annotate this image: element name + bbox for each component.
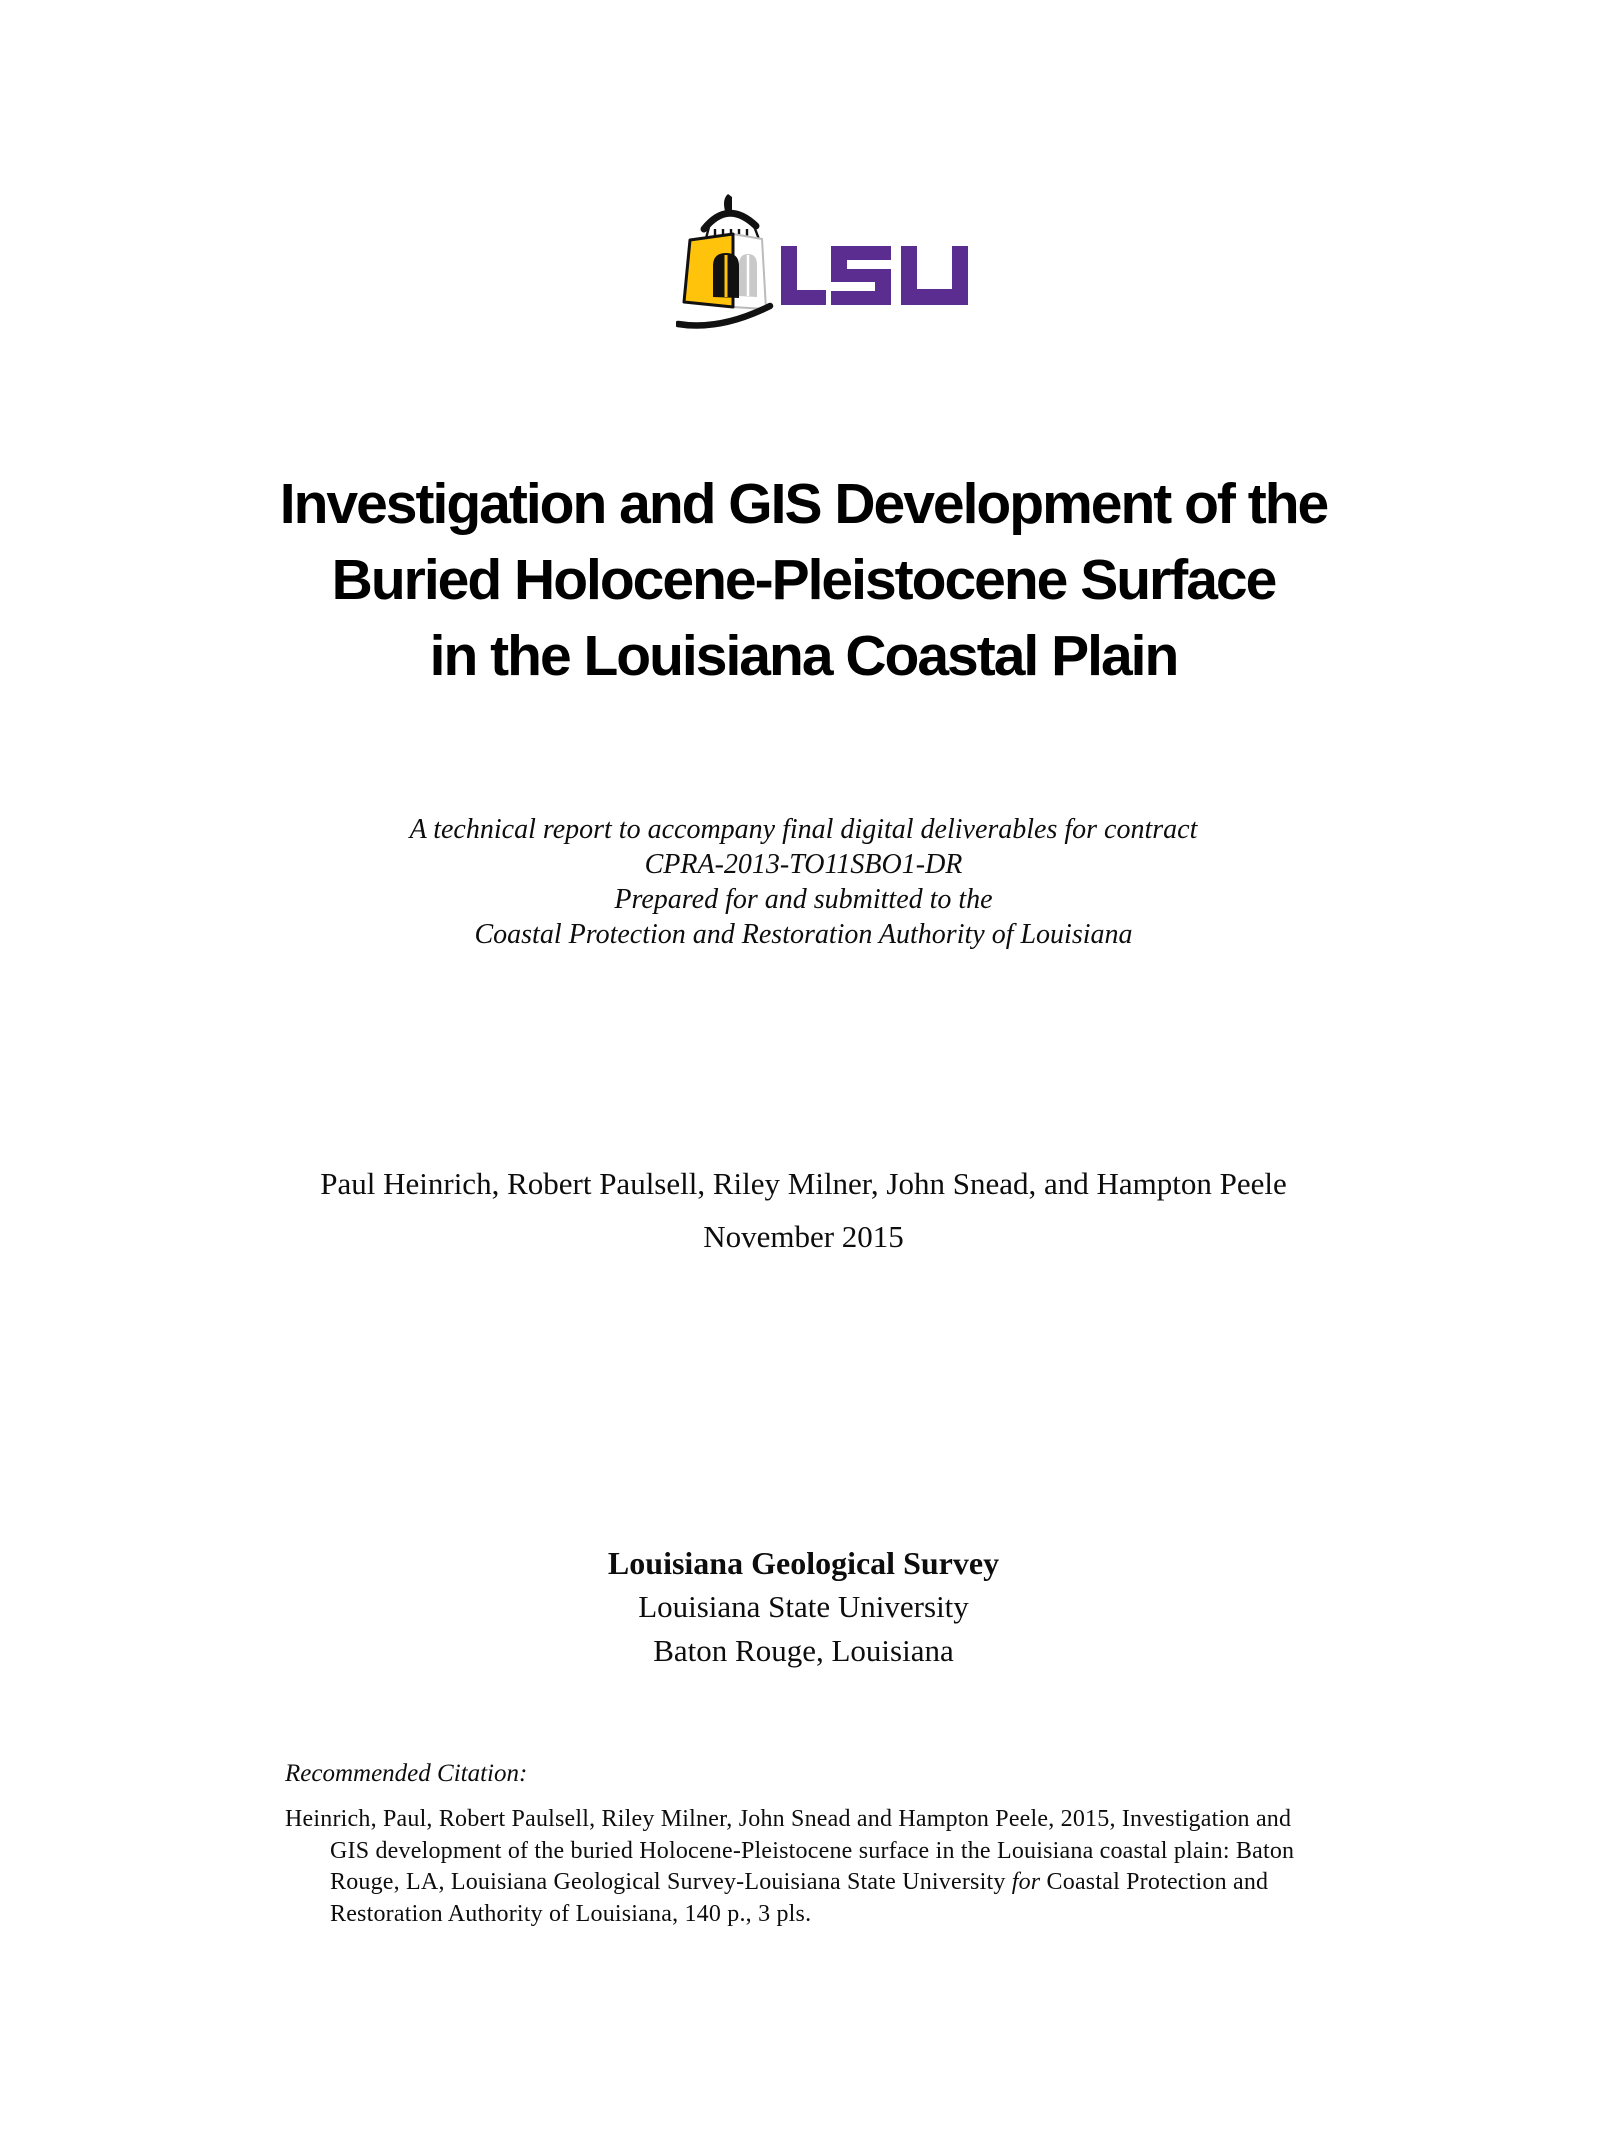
university-name: Louisiana State University: [638, 1589, 969, 1624]
citation-line: Heinrich, Paul, Robert Paulsell, Riley Milner, John Snead and Hampton Peele, 2015, Investigation and: [285, 1806, 1292, 1832]
citation-line: GIS development of the buried Holocene-Pleistocene surface in the Louisiana coastal plain: Baton: [330, 1837, 1295, 1864]
location: Baton Rouge, Louisiana: [653, 1633, 954, 1668]
subtitle-line: A technical report to accompany final digital deliverables for contract: [409, 814, 1198, 845]
citation-line: Restoration Authority of Louisiana, 140 p., 3 pls.: [330, 1900, 812, 1927]
citation-line3-post: Coastal Protection and: [1040, 1869, 1269, 1895]
citation-line3-for: for: [1011, 1869, 1041, 1895]
publication-date: November 2015: [703, 1219, 904, 1254]
contract-number: CPRA-2013-TO11SBO1-DR: [644, 849, 963, 880]
citation-label: Recommended Citation:: [285, 1760, 528, 1787]
report-subtitle: [0, 812, 1607, 952]
citation-paragraph: [285, 1804, 1515, 1930]
title-line: Investigation and GIS Development of the: [279, 472, 1328, 536]
lsu-logotype: [781, 246, 968, 305]
lsu-logo: [676, 193, 970, 330]
affiliation-block: [0, 1541, 1607, 1673]
citation-line3-pre: Rouge, LA, Louisiana Geological Survey-Louisiana State University: [330, 1869, 1012, 1895]
report-title: [0, 466, 1607, 694]
subtitle-line: Coastal Protection and Restoration Authority of Louisiana: [474, 919, 1133, 950]
title-line: in the Louisiana Coastal Plain: [429, 624, 1178, 688]
citation-line: [285, 1867, 1515, 1899]
authors-line: Paul Heinrich, Robert Paulsell, Riley Milner, John Snead, and Hampton Peele: [320, 1166, 1287, 1201]
title-line: Buried Holocene-Pleistocene Surface: [331, 548, 1276, 612]
memorial-tower-icon: [678, 194, 770, 326]
organization-name: Louisiana Geological Survey: [607, 1545, 1000, 1581]
subtitle-line: Prepared for and submitted to the: [614, 884, 993, 915]
